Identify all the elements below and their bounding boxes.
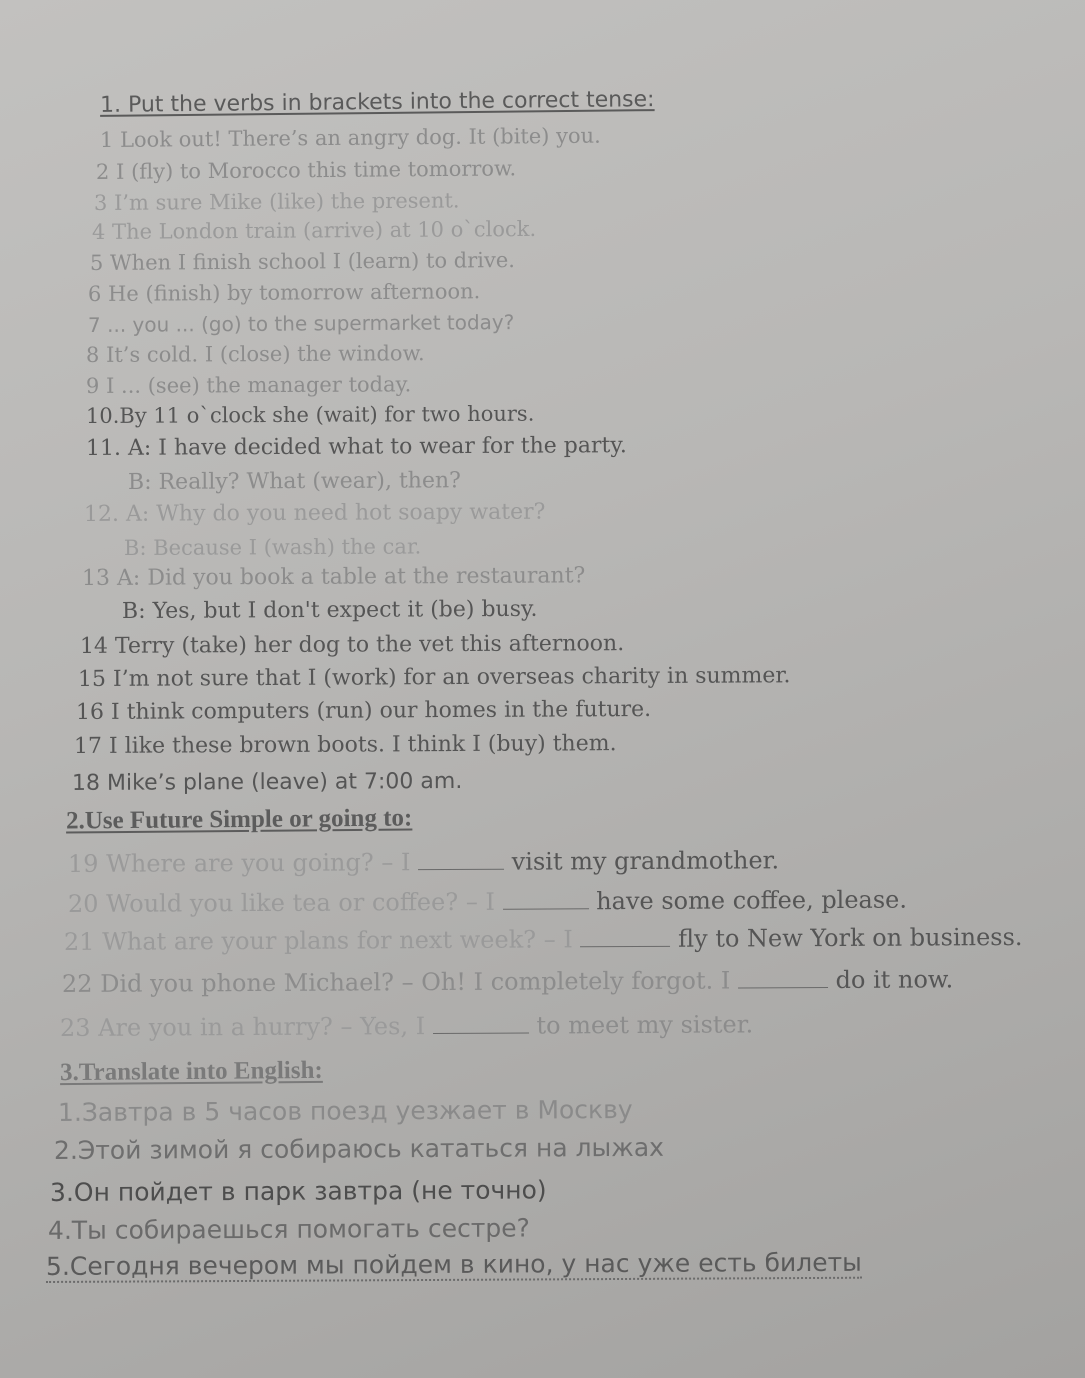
- exercise-item-12a: 12. A: Why do you need hot soapy water?: [83, 499, 546, 527]
- exercise-item-2: 2 I (fly) to Morocco this time tomorrow.: [95, 156, 517, 184]
- exercise-item-6: 6 He (finish) by tomorrow afternoon.: [87, 279, 481, 306]
- exercise-item-7: 7 ... you ... (go) to the supermarket today?: [87, 310, 515, 337]
- gap-item-21: [64, 923, 1023, 956]
- section-2-heading: 2.Use Future Simple or going to:: [65, 804, 413, 835]
- answer-blank-20[interactable]: [502, 890, 588, 909]
- gap-item-22-prompt: 22 Did you phone Michael? – Oh! I completely forgot. I: [61, 966, 731, 998]
- exercise-item-13b: B: Yes, but I don't expect it (be) busy.: [121, 596, 538, 624]
- exercise-item-12b: B: Because I (wash) the car.: [123, 534, 422, 560]
- exercise-item-17: 17 I like these brown boots. I think I (buy) them.: [73, 731, 617, 759]
- exercise-item-4: 4 The London train (arrive) at 10 o`clock.: [91, 216, 537, 244]
- gap-item-20: [68, 886, 907, 918]
- gap-item-20-rest: have some coffee, please.: [596, 885, 908, 916]
- gap-item-23-prompt: 23 Are you in a hurry? – Yes, I: [59, 1012, 426, 1042]
- answer-blank-19[interactable]: [418, 851, 504, 870]
- exercise-item-10: 10.By 11 o`clock she (wait) for two hours.: [85, 401, 535, 428]
- gap-item-20-prompt: 20 Would you like tea or coffee? – I: [67, 887, 495, 918]
- exercise-item-3: 3 I’m sure Mike (like) the present.: [93, 188, 460, 215]
- answer-blank-22[interactable]: [738, 969, 828, 988]
- section-1-heading: 1. Put the verbs in brackets into the correct tense:: [99, 87, 655, 118]
- exercise-item-13a: 13 A: Did you book a table at the restaurant?: [81, 563, 586, 591]
- exercise-item-8: 8 It’s cold. I (close) the window.: [85, 341, 425, 367]
- translate-item-4: 4.Ты собираешься помогать сестре?: [47, 1213, 530, 1245]
- exercise-item-11b: B: Really? What (wear), then?: [127, 468, 461, 495]
- gap-item-19: [68, 846, 779, 878]
- exercise-item-18: 18 Mike’s plane (leave) at 7:00 am.: [71, 768, 463, 796]
- answer-blank-23[interactable]: [433, 1015, 529, 1035]
- translate-item-3: 3.Он пойдет в парк завтра (не точно): [49, 1175, 547, 1207]
- gap-item-19-rest: visit my grandmother.: [511, 846, 780, 876]
- translate-item-1: 1.Завтра в 5 часов поезд уезжает в Москву: [57, 1094, 633, 1127]
- translate-item-5: 5.Сегодня вечером мы пойдем в кино, у нас уже есть билеты: [45, 1247, 862, 1281]
- gap-item-19-prompt: 19 Where are you going? – I: [67, 848, 411, 878]
- gap-item-22: [62, 965, 953, 998]
- exercise-item-14: 14 Terry (take) her dog to the vet this afternoon.: [79, 631, 625, 659]
- gap-item-22-rest: do it now.: [835, 965, 954, 994]
- exercise-item-9: 9 I ... (see) the manager today.: [85, 372, 412, 398]
- gap-item-23-rest: to meet my sister.: [536, 1010, 754, 1040]
- exercise-item-1: 1 Look out! There’s an angry dog. It (bite) you.: [99, 123, 601, 152]
- translate-item-2: 2.Этой зимой я собираюсь кататься на лыжах: [53, 1132, 664, 1165]
- section-3-heading: 3.Translate into English:: [59, 1056, 323, 1087]
- exercise-item-11a: 11. A: I have decided what to wear for the party.: [85, 433, 627, 461]
- gap-item-21-rest: fly to New York on business.: [678, 922, 1023, 953]
- exercise-item-16: 16 I think computers (run) our homes in the future.: [75, 696, 652, 725]
- answer-blank-21[interactable]: [580, 928, 670, 947]
- exercise-item-15: 15 I’m not sure that I (work) for an overseas charity in summer.: [77, 663, 791, 692]
- exercise-item-5: 5 When I finish school I (learn) to drive.: [89, 248, 515, 275]
- gap-item-23: [60, 1010, 753, 1042]
- gap-item-21-prompt: 21 What are your plans for next week? – I: [63, 925, 573, 956]
